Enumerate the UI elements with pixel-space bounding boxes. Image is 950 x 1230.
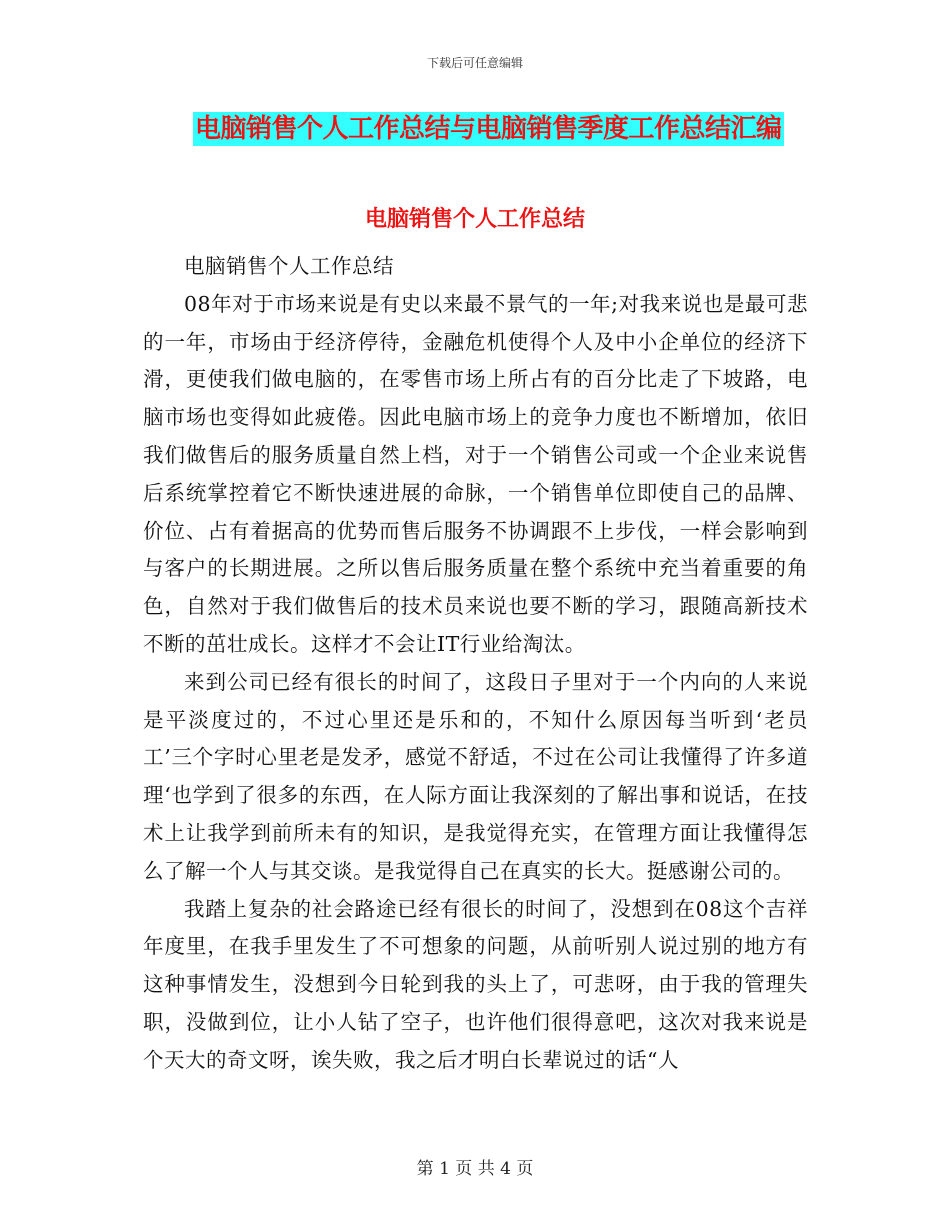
page-label-suffix: 页	[516, 1159, 534, 1179]
body-text	[143, 248, 808, 1080]
page-label-prefix: 第	[416, 1159, 434, 1179]
section-title: 电脑销售个人工作总结	[364, 207, 585, 232]
document-title: 电脑销售个人工作总结与电脑销售季度工作总结汇编	[195, 114, 782, 144]
header-note: 下载后可任意编辑	[426, 56, 523, 70]
paragraph: 我踏上复杂的社会路途已经有很长的时间了，没想到在08这个吉祥年度里，在我手里发生了不可想象的问题，从前听别人说过别的地方有这种事情发生，没想到今日轮到我的头上了，可悲呀，由于我的管理失职，没做到位，让小人钻了空子，也许他们很得意吧，这次对我来说是个天大的奇文呀，诶失败，我之后才明白长辈说过的话“人	[143, 896, 808, 1072]
paragraph: 电脑销售个人工作总结	[184, 254, 394, 278]
page-total: 4	[500, 1159, 511, 1179]
paragraph: 08年对于市场来说是有史以来最不景气的一年;对我来说也是最可悲的一年，市场由于经济停待，金融危机使得个人及中小企单位的经济下滑，更使我们做电脑的，在零售市场上所占有的百分比走了下坡路，电脑市场也变得如此疲倦。因此电脑市场上的竞争力度也不断增加，依旧我们做售后的服务质量自然上档，对于一个销售公司或一个企业来说售后系统掌控着它不断快速进展的命脉，一个销售单位即使自己的品牌、价位、占有着据高的优势而售后服务不协调跟不上步伐，一样会影响到与客户的长期进展。之所以售后服务质量在整个系统中充当着重要的角色，自然对于我们做售后的技术员来说也要不断的学习，跟随高新技术不断的茁壮成长。这样才不会让IT行业给淘汰。	[143, 291, 808, 656]
page-label-middle: 页 共	[455, 1159, 495, 1179]
paragraph: 来到公司已经有很长的时间了，这段日子里对于一个内向的人来说是平淡度过的，不过心里还是乐和的，不知什么原因每当听到‘老员工’三个字时心里老是发矛，感觉不舒适，不过在公司让我懂得了许多道理‘也学到了很多的东西，在人际方面让我深刻的了解出事和说话，在技术上让我学到前所未有的知识，是我觉得充实，在管理方面让我懂得怎么了解一个人与其交谈。是我觉得自己在真实的长大。挺感谢公司的。	[143, 669, 808, 883]
page-footer	[0, 1154, 950, 1179]
page-number: 1	[439, 1159, 450, 1179]
